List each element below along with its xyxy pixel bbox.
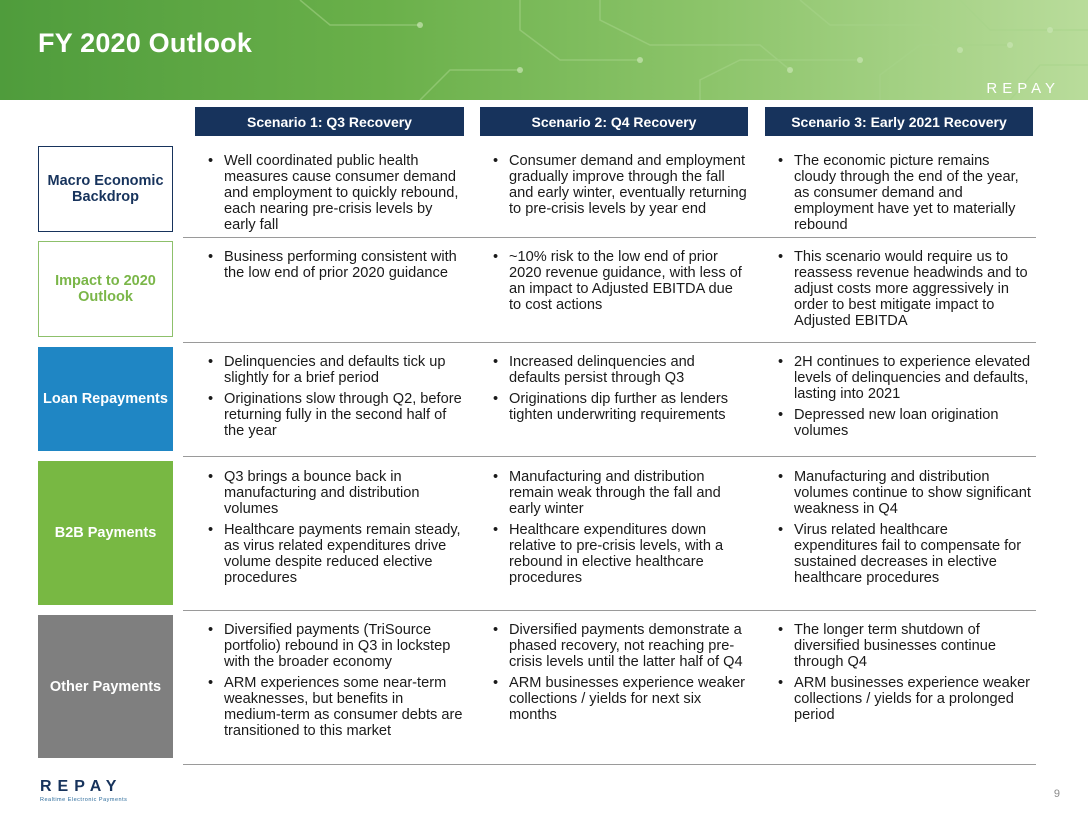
cell-macro-scenario-1: [203, 153, 463, 238]
bullet-item: • Delinquencies and defaults tick up slightly for a brief period: [208, 354, 446, 386]
row-divider: [183, 342, 1036, 343]
bullet-item: • Q3 brings a bounce back in manufacturing and distribution volumes: [208, 469, 420, 517]
row-label-other-payments: Other Payments: [38, 615, 173, 758]
bullet-item: • Healthcare expenditures down relative to pre-crisis levels, with a rebound in elective healthcare procedures: [493, 522, 724, 586]
bullet-item: • Depressed new loan origination volumes: [778, 407, 999, 439]
row-label-impact-outlook: Impact to 2020 Outlook: [38, 241, 173, 337]
bullet-item: • The longer term shutdown of diversified businesses continue through Q4: [778, 622, 996, 670]
row-label-loan-repayments: Loan Repayments: [38, 347, 173, 451]
bullet-item: • The economic picture remains cloudy through the end of the year, as consumer demand and employment have yet to materially rebound: [778, 153, 1019, 233]
bullet-item: • Originations dip further as lenders tighten underwriting requirements: [493, 391, 729, 423]
bullet-item: • This scenario would require us to reassess revenue headwinds and to adjust costs more aggressively in order to best mitigate impact to Adjusted EBITDA: [778, 249, 1028, 329]
row-divider: [183, 610, 1036, 611]
brand-logo: REPAY: [986, 80, 1060, 97]
page-number: 9: [1053, 788, 1060, 800]
cell-loan-scenario-2: [488, 354, 748, 428]
column-header-scenario-2: Scenario 2: Q4 Recovery: [480, 107, 748, 136]
cell-impact-scenario-1: [203, 249, 463, 286]
footer-brand: REPAY: [40, 778, 123, 795]
cell-other-scenario-1: [203, 622, 463, 744]
bullet-item: • Business performing consistent with the low end of prior 2020 guidance: [208, 249, 457, 281]
row-label-b2b-payments: B2B Payments: [38, 461, 173, 605]
bullet-item: • Manufacturing and distribution remain weak through the fall and early winter: [493, 469, 721, 517]
cell-impact-scenario-2: [488, 249, 748, 318]
header-banner: [0, 0, 1088, 100]
cell-impact-scenario-3: [773, 249, 1033, 334]
bullet-item: • Consumer demand and employment gradually improve through the fall and early winter, eventually returning to pre-crisis levels by year end: [493, 153, 747, 217]
bullet-item: • ~10% risk to the low end of prior 2020 revenue guidance, with less of an impact to Adjusted EBITDA due to cost actions: [493, 249, 742, 313]
cell-loan-scenario-1: [203, 354, 463, 444]
bullet-item: • Virus related healthcare expenditures fail to compensate for sustained decreases in elective healthcare procedures: [778, 522, 1022, 586]
cell-other-scenario-3: [773, 622, 1033, 728]
bullet-item: • Healthcare payments remain steady, as virus related expenditures drive volume despite reduced elective procedures: [208, 522, 461, 586]
bullet-item: • Diversified payments (TriSource portfolio) rebound in Q3 in lockstep with the broader economy: [208, 622, 451, 670]
cell-b2b-scenario-2: [488, 469, 748, 591]
row-divider: [183, 456, 1036, 457]
bullet-item: • ARM businesses experience weaker collections / yields for a prolonged period: [778, 675, 1031, 723]
page-title: FY 2020 Outlook: [38, 28, 253, 58]
row-label-macro-economic: Macro Economic Backdrop: [38, 146, 173, 232]
bullet-item: • Diversified payments demonstrate a phased recovery, not reaching pre-crisis levels until the latter half of Q4: [493, 622, 743, 670]
footer-logo: [40, 778, 127, 803]
cell-macro-scenario-3: [773, 153, 1033, 238]
cell-b2b-scenario-1: [203, 469, 463, 591]
cell-loan-scenario-3: [773, 354, 1033, 444]
column-header-scenario-3: Scenario 3: Early 2021 Recovery: [765, 107, 1033, 136]
row-divider: [183, 764, 1036, 765]
bullet-item: • Manufacturing and distribution volumes continue to show significant weakness in Q4: [778, 469, 1031, 517]
cell-b2b-scenario-3: [773, 469, 1033, 591]
cell-macro-scenario-2: [488, 153, 748, 222]
bullet-item: • Increased delinquencies and defaults persist through Q3: [493, 354, 695, 386]
column-header-scenario-1: Scenario 1: Q3 Recovery: [195, 107, 464, 136]
bullet-item: • ARM experiences some near-term weaknesses, but benefits in medium-term as consumer debts are transitioned to this market: [208, 675, 463, 739]
bullet-item: • ARM businesses experience weaker collections / yields for next six months: [493, 675, 746, 723]
bullet-item: • Originations slow through Q2, before returning fully in the second half of the year: [208, 391, 462, 439]
footer-tagline: Realtime Electronic Payments: [40, 797, 128, 803]
bullet-item: • 2H continues to experience elevated levels of delinquencies and defaults, lasting into 2021: [778, 354, 1031, 402]
bullet-item: • Well coordinated public health measures cause consumer demand and employment to quickly rebound, each nearing pre-crisis levels by early fall: [208, 153, 459, 233]
cell-other-scenario-2: [488, 622, 748, 728]
